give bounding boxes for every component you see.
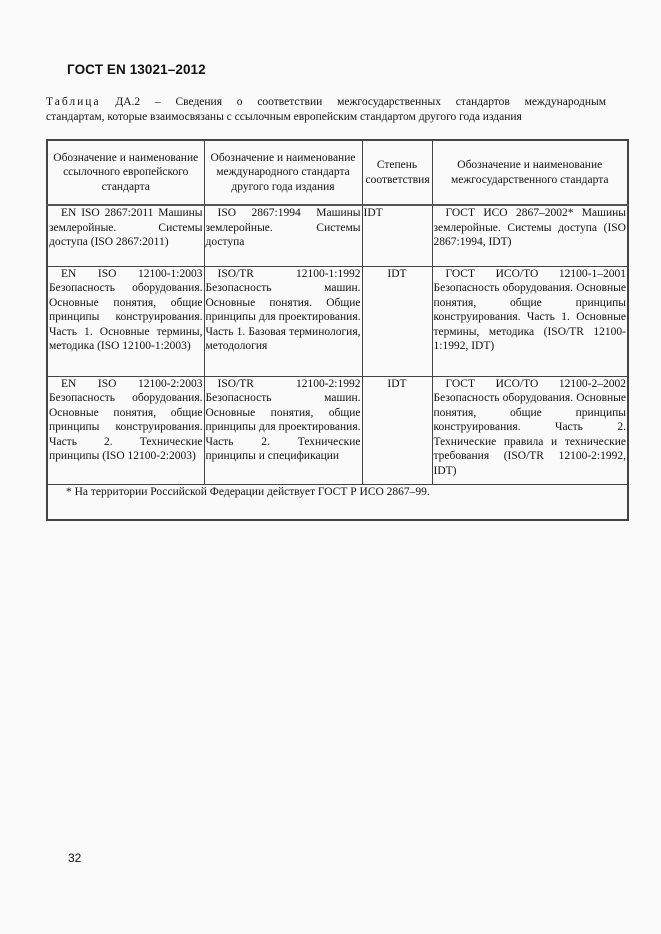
column-header-international: Обозначение и наименование международного стандарта другого года издания [204,140,362,205]
table-caption [46,95,606,125]
cell-european: EN ISO 2867:2011 Машины землеройные. Системы доступа (ISO 2867:2011) [47,205,204,266]
cell-degree: IDT [362,205,432,266]
footnote-row [47,484,628,520]
cell-degree: IDT [362,266,432,376]
table-row [47,205,628,266]
caption-line-1 [46,95,606,110]
column-header-european: Обозначение и наименование ссылочного европейского стандарта [47,140,204,205]
table-footnote: * На территории Российской Федерации действует ГОСТ Р ИСО 2867–99. [47,484,628,520]
table-header-row [47,140,628,205]
cell-international: ISO/TR 12100-1:1992 Безопасность машин. Основные понятия. Общие принципы для проектирования. Часть 1. Базовая терминология, методология [204,266,362,376]
cell-european: EN ISO 12100-1:2003 Безопасность оборудования. Основные понятия, общие принципы конструирования. Часть 1. Основные термины, методика (ISO 12100-1:2003) [47,266,204,376]
cell-interstate: ГОСТ ИСО/ТО 12100-1–2001 Безопасность оборудования. Основные понятия, общие принципы конструирования. Часть 1. Основные термины, методика (ISO/TR 12100-1:1992, IDT) [432,266,628,376]
cell-interstate: ГОСТ ИСО/ТО 12100-2–2002 Безопасность оборудования. Основные понятия, общие принципы конструирования. Часть 2. Технические правила и технические требования (ISO/TR 12100-2:1992, IDT) [432,376,628,484]
cell-international: ISO 2867:1994 Машины землеройные. Системы доступа [204,205,362,266]
cell-interstate: ГОСТ ИСО 2867–2002* Машины землеройные. Системы доступа (ISO 2867:1994, IDT) [432,205,628,266]
cell-international: ISO/TR 12100-2:1992 Безопасность машин. Основные понятия, общие принципы для проектирования. Часть 2. Технические принципы и спецификации [204,376,362,484]
column-header-interstate: Обозначение и наименование межгосударственного стандарта [432,140,628,205]
document-header: ГОСТ EN 13021–2012 [67,62,206,77]
caption-line-2: стандартам, которые взаимосвязаны с ссылочным европейским стандартом другого года издания [46,111,522,123]
cell-degree: IDT [362,376,432,484]
cell-european: EN ISO 12100-2:2003 Безопасность оборудования. Основные понятия, общие принципы конструирования. Часть 2. Технические принципы (ISO 12100-2:2003) [47,376,204,484]
table-row [47,266,628,376]
page-number: 32 [68,851,82,865]
standards-correspondence-table [46,139,629,521]
caption-label: Таблица [46,96,101,108]
caption-title: ДА.2 – Сведения о соответствии межгосударственных стандартов международным [115,96,607,108]
table-row [47,376,628,484]
column-header-degree: Степень соответствия [362,140,432,205]
